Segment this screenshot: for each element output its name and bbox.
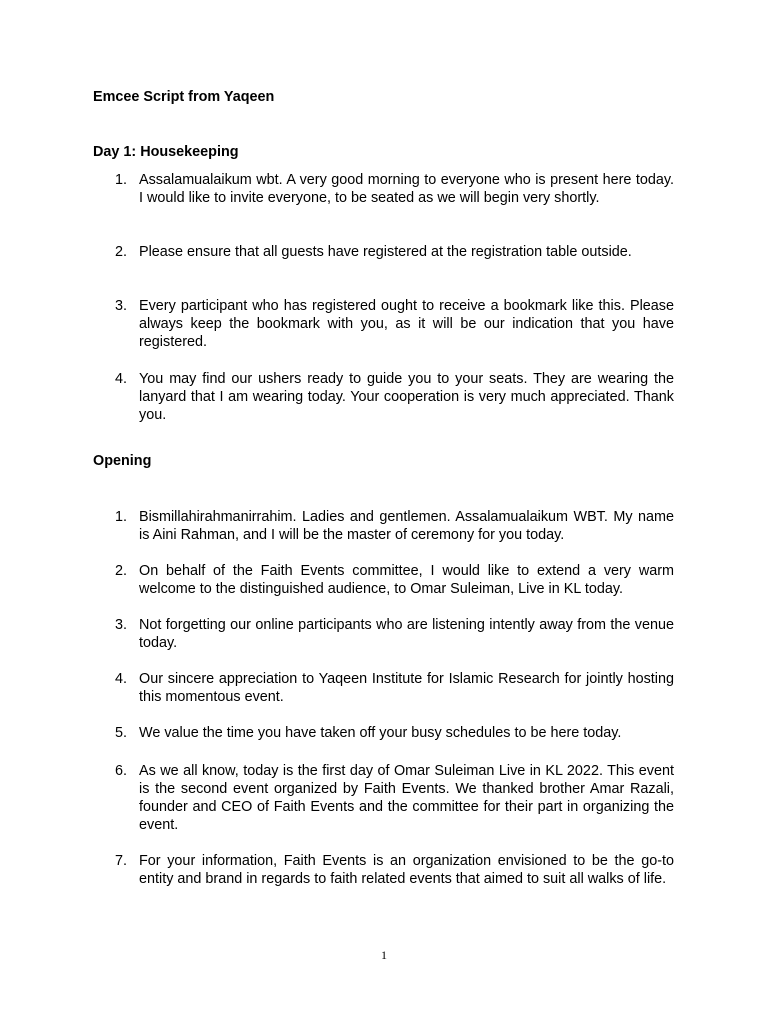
- list-item-number: 2.: [115, 563, 128, 579]
- page-number: 1: [381, 948, 387, 962]
- list-item: [93, 243, 674, 261]
- list-item: [93, 670, 674, 706]
- list-item-text: Bismillahirahmanirrahim. Ladies and gentlemen. Assalamualaikum WBT. My name is Aini Rahman, and I will be the master of ceremony for you today.: [139, 509, 674, 543]
- list-item-number: 5.: [115, 725, 128, 741]
- list-item-text: We value the time you have taken off your busy schedules to be here today.: [139, 725, 622, 741]
- list-item: [93, 852, 674, 888]
- list-item: [93, 562, 674, 598]
- list-item: [93, 616, 674, 652]
- list-item: [93, 724, 674, 742]
- document-title: Emcee Script from Yaqeen: [93, 89, 275, 105]
- list-item-text: You may find our ushers ready to guide you to your seats. They are wearing the lanyard that I am wearing today. Your cooperation is very much appreciated. Thank you.: [139, 371, 674, 423]
- list-item-text: As we all know, today is the first day of Omar Suleiman Live in KL 2022. This event is the second event organized by Faith Events. We thanked brother Amar Razali, founder and CEO of Faith Events and the committee for their part in organizing the event.: [139, 763, 674, 833]
- list-item-number: 4.: [115, 671, 128, 687]
- list-item: [93, 171, 674, 207]
- list-item-number: 2.: [115, 244, 128, 260]
- section-heading-opening: Opening: [93, 453, 152, 469]
- list-item-text: Assalamualaikum wbt. A very good morning to everyone who is present here today. I would like to invite everyone, to be seated as we will begin very shortly.: [139, 172, 674, 206]
- list-item-text: Every participant who has registered ought to receive a bookmark like this. Please always keep the bookmark with you, as it will be our indication that you have registered.: [139, 298, 674, 350]
- list-item: [93, 762, 674, 834]
- list-item-number: 1.: [115, 172, 128, 188]
- list-item: [93, 508, 674, 544]
- list-item-text: On behalf of the Faith Events committee, I would like to extend a very warm welcome to the distinguished audience, to Omar Suleiman, Live in KL today.: [139, 563, 674, 597]
- list-item-number: 1.: [115, 509, 128, 525]
- list-item-number: 3.: [115, 617, 128, 633]
- list-item: [93, 297, 674, 351]
- list-item-text: Please ensure that all guests have registered at the registration table outside.: [139, 244, 632, 260]
- list-item-text: For your information, Faith Events is an organization envisioned to be the go-to entity and brand in regards to faith related events that aimed to suit all walks of life.: [139, 853, 674, 887]
- list-item-number: 7.: [115, 853, 128, 869]
- list-item-number: 3.: [115, 298, 128, 314]
- list-item-number: 6.: [115, 763, 128, 779]
- list-item: [93, 370, 674, 424]
- list-item-text: Not forgetting our online participants who are listening intently away from the venue today.: [139, 617, 674, 651]
- list-item-text: Our sincere appreciation to Yaqeen Institute for Islamic Research for jointly hosting this momentous event.: [139, 671, 674, 705]
- section-heading-housekeeping: Day 1: Housekeeping: [93, 144, 239, 160]
- list-item-number: 4.: [115, 371, 128, 387]
